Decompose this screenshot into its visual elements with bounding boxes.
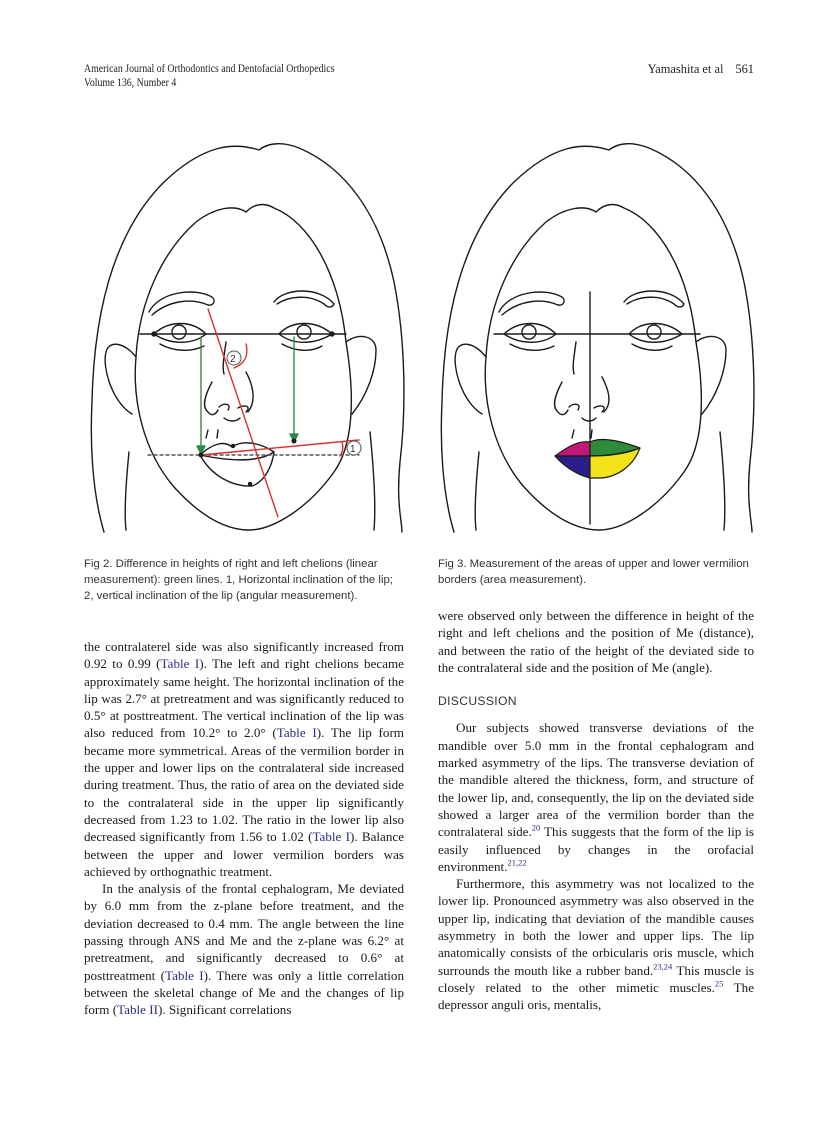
figure-3-face-diagram <box>434 112 768 544</box>
paragraph: were observed only between the difference in height of the right and left chelions and the position of Me (distance), and between the ratio of the height of the deviated side to the contralateral side and the position of Me (angle). <box>438 608 754 675</box>
lower-lip-right-area <box>555 456 590 478</box>
table-reference-link[interactable]: Table I <box>276 725 317 741</box>
author-names: Yamashita et al <box>647 62 724 76</box>
paragraph: Furthermore, this asymmetry was not localized to the lower lip. Pronounced asymmetry was also observed in the upper lip, indicating that deviation of the mandible causes asymmetry in both the lower and upper lips. The lip anatomically consists of the orbicularis oris muscle, which surrounds the mouth like a rubber band.$^{23,24}$ This muscle is closely related to the other mimetic muscles.$^{25}$ The depressor anguli oris, mentalis, <box>438 876 755 1013</box>
paragraph: the contralaterel side was also significantly increased from 0.92 to 0.99 (Table I). The left and right chelions became approximately same height. The horizontal inclination of the lip was 2.7° at pretreatment and was significantly reduced to 0.5° at posttreatment. The vertical inclination of the lip was also reduced from 10.2° to 2.0° (Table I). The lip form became more symmetrical. Areas of the vermilion border in the upper and lower lips on the contralateral side increased during treatment. Thus, the ratio of area on the deviated side to the contralateral side in the upper lip significantly decreased from 1.23 to 1.02. The ratio in the lower lip also decreased significantly from 1.56 to 1.02 (Table I). Balance between the upper and lower vermilion borders was achieved by orthognathic treatment. <box>84 639 405 879</box>
journal-title: American Journal of Orthodontics and Dentofacial Orthopedics <box>84 63 335 75</box>
ear-left <box>105 344 136 414</box>
figure-2-caption: Fig 2. Difference in heights of right and left chelions (linear measurement): green lines. 1, Horizontal inclination of the lip; 2, vertical inclination of the lip (angular measurement). <box>84 558 393 602</box>
section-heading-discussion: DISCUSSION <box>438 694 517 709</box>
paragraph: Our subjects showed transverse deviations of the mandible over 5.0 mm in the frontal cephalogram and marked asymmetry of the lips. The transverse deviation of the mandible altered the thickness, form, and structure of the lower lip, and, consequently, the lip on the deviated side showed a larger area of the vermilion border than the contralateral side.$^{20}$ This suggests that the form of the lip is easily influenced by changes in the orofacial environment.$^{21,22}$ <box>438 720 754 874</box>
table-reference-link[interactable]: Table I <box>160 656 200 672</box>
journal-volume: Volume 136, Number 4 <box>84 77 177 89</box>
red-inclination-lines <box>201 309 359 517</box>
svg-text:2: 2 <box>230 354 236 365</box>
green-chelion-lines <box>197 337 298 454</box>
citation-link[interactable]: 20 <box>531 822 541 833</box>
table-reference-link[interactable]: Table II <box>117 1002 158 1018</box>
lip-areas <box>555 440 640 478</box>
journal-info <box>84 62 334 90</box>
left-column-text <box>84 638 404 1019</box>
citation-link[interactable]: 21,22 <box>507 857 527 868</box>
citation-link[interactable]: 25 <box>714 978 724 989</box>
table-reference-link[interactable]: Table I <box>312 829 350 845</box>
upper-lip-right-area <box>555 442 590 456</box>
eyebrow-left <box>274 291 334 307</box>
page-number: 561 <box>735 62 754 76</box>
paragraph: In the analysis of the frontal cephalogram, Me deviated by 6.0 mm from the z-plane before treatment, and the deviation decreased to 0.4 mm. The angle between the line passing through ANS and Me and the z-plane was 6.2° at pretreatment, and significantly decreased to 0.6° at posttreatment (Table I). There was only a little correlation between the skeletal change of Me and the changes of lip form (Table II). Significant correlations <box>84 881 405 1018</box>
figure-3-caption: Fig 3. Measurement of the areas of upper and lower vermilion borders (area measurement). <box>438 558 749 586</box>
table-reference-link[interactable]: Table I <box>165 967 204 983</box>
svg-text:1: 1 <box>350 444 356 455</box>
figure-2-face-diagram <box>84 112 418 544</box>
eyebrow-right <box>149 292 214 315</box>
face-contour <box>135 342 351 530</box>
author-page <box>648 62 754 76</box>
right-column-text <box>438 607 754 1014</box>
citation-link[interactable]: 23,24 <box>653 961 673 972</box>
